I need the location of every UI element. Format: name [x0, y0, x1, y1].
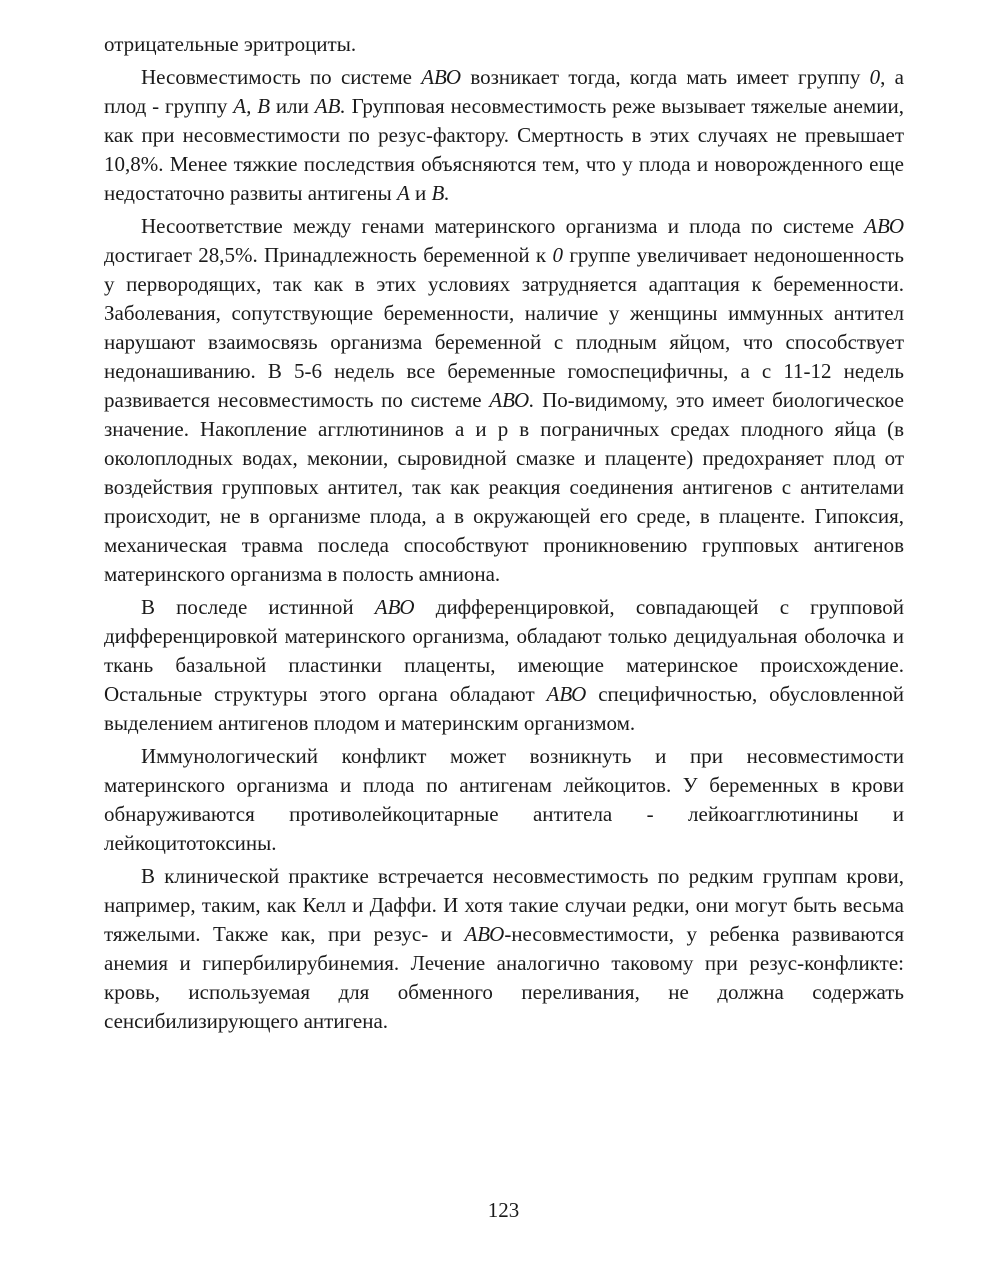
- text-run: или: [270, 94, 315, 118]
- text-run: Несоответствие между генами материнского организма и плода по системе: [141, 214, 865, 238]
- text-run: дифференцировкой, совпадающей с групповой дифференцировкой материнского организма, обладают только децидуальная оболочка и ткань базальной пластинки плаценты, имеющие материнское происхождение. Остальные структуры этого органа обладают: [104, 595, 904, 706]
- paragraph-1: [104, 30, 904, 59]
- text-run: -несовместимости, у ребенка развиваются анемия и гипербилирубинемия. Лечение аналогично таковому при резус-конфликте: кровь, используемая для обменного переливания, не должна содержать сенсибилизирующего антигена.: [104, 922, 904, 1033]
- paragraph-2: [104, 63, 904, 208]
- italic-term: АВ.: [314, 94, 346, 118]
- text-run: Групповая несовместимость реже вызывает тяжелые анемии, как при несовместимости по резус-фактору. Смертность в этих случаях не превышает 10,8%. Менее тяжкие последствия объясняются тем, что у плода и новорожденного еще недостаточно развиты антигены: [104, 94, 905, 205]
- text-run: , а плод - группу: [104, 65, 904, 118]
- text-run: возникает тогда, когда мать имеет группу: [461, 65, 870, 89]
- paragraph-6: [104, 862, 904, 1036]
- text-run: Иммунологический конфликт может возникнуть и при несовместимости материнского организма и плода по антигенам лейкоцитов. У беременных в крови обнаруживаются противолейкоцитарные антитела - лейкоагглютинины и лейкоцитотоксины.: [104, 744, 904, 855]
- paragraph-3: [104, 212, 904, 589]
- italic-term: АВО: [864, 214, 904, 238]
- italic-term: А, В: [233, 94, 271, 118]
- page-number: 123: [487, 1198, 520, 1222]
- text-run: достигает 28,5%. Принадлежность беременной к: [104, 243, 553, 267]
- text-run: отрицательные эритроциты.: [104, 32, 357, 56]
- italic-term: АВО: [374, 595, 415, 619]
- text-run: Несовместимость по системе: [141, 65, 422, 89]
- text-run: специфичностью, обусловленной выделением антигенов плодом и материнским организмом.: [104, 682, 904, 735]
- italic-term: АВО: [464, 922, 505, 946]
- italic-term: АВО: [421, 65, 462, 89]
- text-run: В последе истинной: [141, 595, 375, 619]
- paragraph-4: [104, 593, 904, 738]
- italic-term: 0: [552, 243, 563, 267]
- italic-term: В.: [431, 181, 450, 205]
- text-run: и: [409, 181, 432, 205]
- text-run: По-видимому, это имеет биологическое значение. Накопление агглютининов а и р в пограничных средах плодного яйца (в околоплодных водах, меконии, сыровидной смазке и плаценте) предохраняет плод от воздействия групповых антител, так как реакция соединения антигенов с антителами происходит, не в организме плода, а в окружающей его среде, в плаценте. Гипоксия, механическая травма последа способствуют проникновению групповых антигенов материнского организма в полость амниона.: [104, 388, 904, 586]
- text-run: В клинической практике встречается несовместимость по редким группам крови, например, таким, как Келл и Даффи. И хотя такие случаи редки, они могут быть весьма тяжелыми. Также как, при резус- и: [104, 864, 904, 946]
- italic-term: АВО: [546, 682, 587, 706]
- text-run: группе увеличивает недоношенность у первородящих, так как в этих условиях затрудняется адаптация к беременности. Заболевания, сопутствующие беременности, наличие у женщины иммунных антител нарушают взаимосвязь организма беременной с плодным яйцом, что способствует недонашиванию. В 5-6 недель все беременные гомоспецифичны, а с 11-12 недель развивается несовместимость по системе: [104, 243, 904, 412]
- italic-term: 0: [869, 65, 881, 89]
- paragraph-5: [104, 742, 904, 858]
- page-body: [104, 30, 904, 1040]
- italic-term: А: [396, 181, 410, 205]
- italic-term: АВО.: [489, 388, 535, 412]
